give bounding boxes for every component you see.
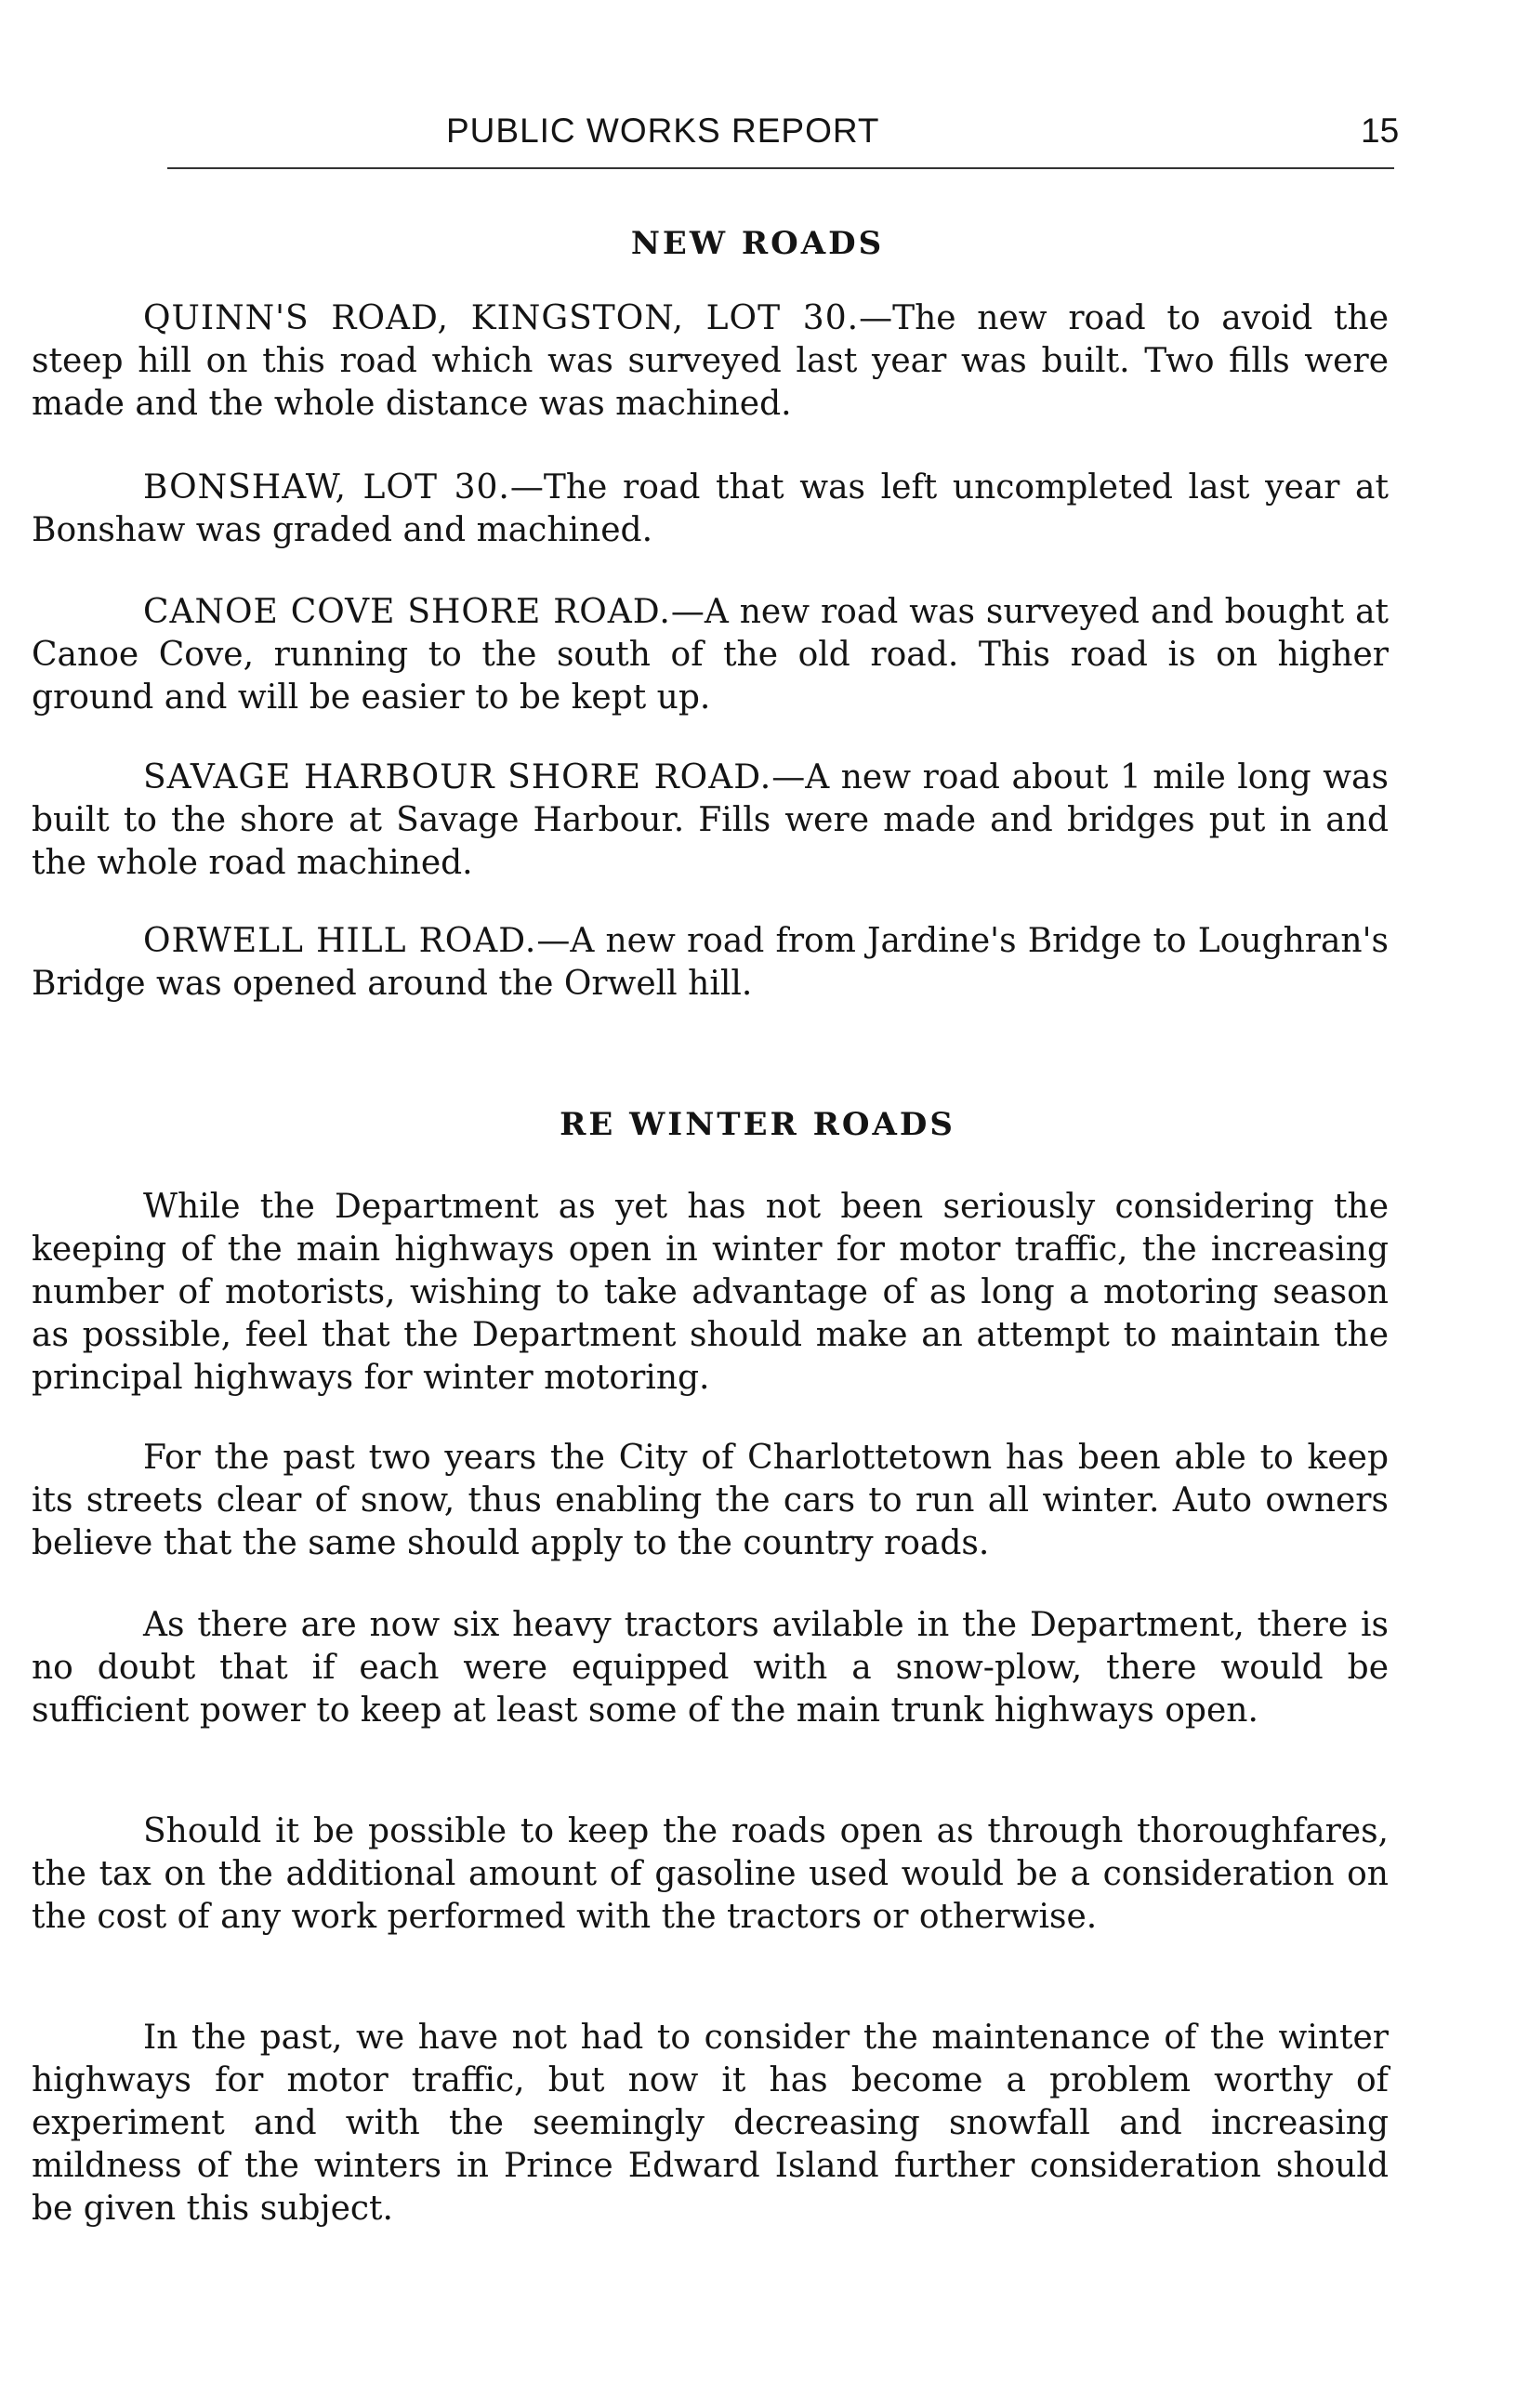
paragraph-quinns-road xyxy=(32,297,1389,426)
paragraph-text: —A new road about 1 mile long was built to the shore at Savage Harbour. Fills were made and bridges put in and the whole road machined. xyxy=(32,758,1389,882)
paragraph-lead: CANOE COVE SHORE ROAD. xyxy=(143,593,671,631)
paragraph-text: —A new road from Jardine's Bridge to Loughran's Bridge was opened around the Orwell hill. xyxy=(32,922,1389,1003)
paragraph-lead: SAVAGE HARBOUR SHORE ROAD. xyxy=(143,758,772,796)
paragraph-bonshaw xyxy=(32,467,1389,552)
paragraph-text: —The road that was left uncompleted last year at Bonshaw was graded and machined. xyxy=(32,468,1389,549)
header-rule xyxy=(167,167,1394,169)
paragraph-savage-harbour xyxy=(32,757,1389,885)
paragraph-winter-1: While the Department as yet has not been seriously considering the keeping of the main highways open in winter for motor traffic, the increasing number of motorists, wishing to take advantage of as long a motoring season as possible, feel that the Department should make an attempt to maintain the principal highways for winter motoring. xyxy=(32,1188,1389,1397)
paragraph-lead: ORWELL HILL ROAD. xyxy=(143,922,537,960)
section-heading-new-roads: NEW ROADS xyxy=(630,225,885,262)
running-title: PUBLIC WORKS REPORT xyxy=(446,112,880,150)
section-heading-winter-roads: RE WINTER ROADS xyxy=(560,1106,955,1143)
paragraph-winter-4: Should it be possible to keep the roads open as through thoroughfares, the tax on the additional amount of gasoline used would be a consideration on the cost of any work performed with the tractors or otherwise. xyxy=(32,1812,1389,1936)
running-header xyxy=(0,112,1515,167)
paragraph-lead: QUINN'S ROAD, KINGSTON, LOT 30. xyxy=(143,299,860,337)
paragraph-lead: BONSHAW, LOT 30. xyxy=(143,468,510,507)
paragraph-winter-5: In the past, we have not had to consider the maintenance of the winter highways for motor traffic, but now it has become a problem worthy of experiment and with the seemingly decreasing snowfall and increasing mildness of the winters in Prince Edward Island further consideration should be given this subject. xyxy=(32,2019,1389,2228)
paragraph-text: —A new road was surveyed and bought at Canoe Cove, running to the south of the old road. This road is on higher ground and will be easier to be kept up. xyxy=(32,593,1389,717)
paragraph-orwell-hill xyxy=(32,920,1389,1006)
page-number: 15 xyxy=(1361,112,1400,150)
paragraph-text: —The new road to avoid the steep hill on this road which was surveyed last year was built. Two fills were made and the whole distance was machined. xyxy=(32,299,1390,423)
paragraph-winter-2: For the past two years the City of Charlottetown has been able to keep its streets clear of snow, thus enabling the cars to run all winter. Auto owners believe that the same should apply to the country roads. xyxy=(32,1439,1389,1562)
paragraph-canoe-cove xyxy=(32,591,1389,719)
paragraph-winter-3: As there are now six heavy tractors avilable in the Department, there is no doubt that if each were equipped with a snow-plow, there would be sufficient power to keep at least some of the main trunk highways open. xyxy=(32,1606,1389,1730)
